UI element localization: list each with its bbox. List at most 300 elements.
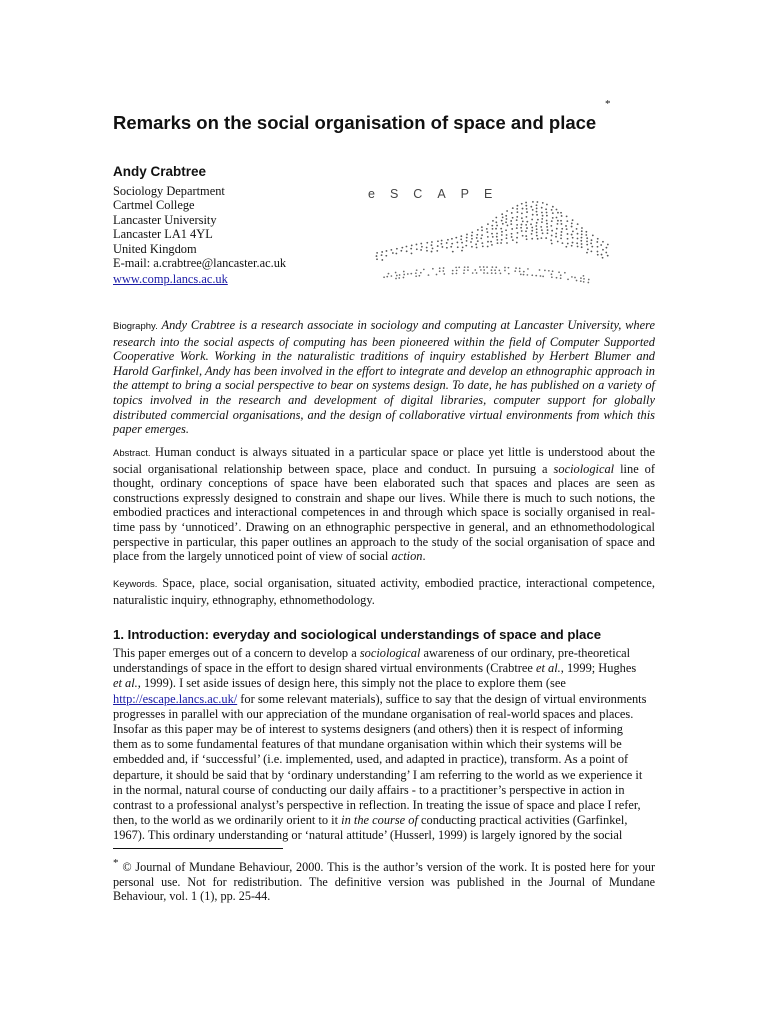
logo-dot: [522, 235, 524, 237]
logo-dot: [550, 239, 552, 241]
logo-dot: [496, 233, 498, 235]
logo-dot: [544, 270, 546, 272]
logo-dot: [558, 271, 560, 273]
logo-dot: [480, 269, 482, 271]
footnote-divider: [113, 848, 283, 849]
logo-dot: [514, 270, 516, 272]
logo-dot: [577, 246, 579, 248]
logo-dot: [476, 237, 478, 239]
logo-dot: [455, 237, 457, 239]
logo-dot: [601, 254, 603, 256]
logo-dot: [555, 236, 557, 238]
logo-dot: [545, 208, 547, 210]
logo-dot: [398, 277, 400, 279]
logo-dot: [581, 227, 583, 229]
logo-dot: [526, 211, 528, 213]
logo-dot: [540, 226, 542, 228]
logo-dot: [476, 247, 478, 249]
abstract-emphasis-action: action: [391, 549, 423, 564]
logo-dot: [436, 250, 438, 252]
logo-dot: [500, 242, 502, 244]
logo-dot: [520, 227, 522, 229]
logo-dot: [577, 223, 579, 225]
logo-dot: [426, 250, 428, 252]
logo-dot: [551, 209, 553, 211]
logo-dot: [531, 274, 533, 276]
logo-dot: [588, 279, 590, 281]
intro-line: understandings of space in the effort to design shared virtual environments (Crabtree et al., 1999; Hughes: [113, 661, 637, 676]
logo-dot: [587, 282, 589, 284]
logo-dot: [526, 208, 528, 210]
logo-dot: [537, 219, 539, 221]
logo-dot: [495, 217, 497, 219]
logo-dot: [581, 233, 583, 235]
logo-dot: [560, 277, 562, 279]
logo-dot: [496, 239, 498, 241]
logo-dot: [541, 218, 543, 220]
logo-dot: [536, 211, 538, 213]
logo-dot: [567, 278, 569, 280]
logo-dot: [523, 271, 525, 273]
logo-dot: [492, 236, 494, 238]
logo-dot: [442, 270, 444, 272]
logo-dot: [395, 253, 397, 255]
logo-dot: [386, 276, 388, 278]
logo-dot: [546, 220, 548, 222]
logo-dot: [432, 247, 434, 249]
logo-dot: [506, 218, 508, 220]
title-footnote-mark: *: [605, 98, 611, 110]
logo-dot: [591, 239, 593, 241]
logo-dot: [572, 230, 574, 232]
logo-dot: [516, 227, 518, 229]
abstract-emphasis: sociological: [553, 461, 615, 476]
intro-line: departure, it should be said that by ‘ordinary understanding’ I am referring to the world as we experience it: [113, 767, 643, 782]
logo-dot: [386, 250, 388, 252]
logo-dot: [426, 247, 428, 249]
logo-dot: [607, 255, 609, 257]
logo-dot: [441, 246, 443, 248]
logo-dot: [560, 234, 562, 236]
logo-dot: [464, 266, 466, 268]
logo-dot: [416, 244, 418, 246]
logo-dot: [476, 234, 478, 236]
logo-dot: [461, 250, 463, 252]
logo-dot: [596, 241, 598, 243]
logo-dot: [564, 272, 566, 274]
logo-dot: [597, 246, 599, 248]
logo-dot: [495, 221, 497, 223]
escape-logo-text: eSCAPE: [368, 187, 508, 201]
logo-dot: [416, 248, 418, 250]
logo-dot: [432, 268, 434, 270]
logo-dot: [487, 223, 489, 225]
paper-title: Remarks on the social organisation of space and place: [113, 112, 597, 133]
logo-dot: [602, 257, 604, 259]
logo-dot: [516, 224, 518, 226]
logo-dot: [541, 221, 543, 223]
logo-dot: [507, 225, 509, 227]
logo-dot: [388, 273, 390, 275]
abstract-text-continued: line of thought, ordinary conceptions of space have been elaborated such that spaces and places are seen as constructions expressly designed to constrain and shape our lives. While there is much to such notions, the embodied practices and interactional competences in and through which space is socially organised in real-time pass by ‘unnoticed’. Drawing on an ethnographic perspective in general, and an ethnomethodological perspective in particular, this paper outlines an approach to the study of the social organisation of space and place from the largely unnoticed point of view of social: [113, 461, 655, 564]
logo-dot: [571, 222, 573, 224]
logo-dot: [500, 228, 502, 230]
logo-dot: [472, 272, 474, 274]
logo-dot: [419, 275, 421, 277]
logo-dot: [540, 275, 542, 277]
logo-dot: [583, 278, 585, 280]
logo-dot: [531, 233, 533, 235]
logo-dot: [516, 208, 518, 210]
logo-dot: [431, 251, 433, 253]
logo-dot: [481, 226, 483, 228]
logo-dot: [428, 274, 430, 276]
logo-dot: [499, 270, 501, 272]
logo-dot: [536, 204, 538, 206]
footnote-mark: *: [113, 857, 119, 869]
logo-dot: [511, 233, 513, 235]
logo-dot: [560, 237, 562, 239]
logo-dot: [525, 224, 527, 226]
logo-dot: [539, 269, 541, 271]
intro-line: Insofar as this paper may be of interest to systems designers (and others) then it is respect of informing: [113, 722, 623, 737]
logo-dot: [483, 272, 485, 274]
logo-dot: [532, 209, 534, 211]
logo-dot: [460, 239, 462, 241]
logo-dot: [495, 228, 497, 230]
logo-dot: [511, 212, 513, 214]
logo-dot: [381, 259, 383, 261]
logo-dot: [522, 220, 524, 222]
logo-dot: [583, 275, 585, 277]
logo-dot: [407, 273, 409, 275]
logo-dot: [546, 215, 548, 217]
logo-dot: [565, 225, 567, 227]
intro-line: http://escape.lancs.ac.uk/ for some relevant materials), suffice to say that the design of virtual environments: [113, 691, 647, 706]
logo-dot: [457, 246, 459, 248]
keywords-text: Space, place, social organisation, situated activity, embodied practice, interactional competence, naturalistic inquiry, ethnography, ethnomethodology.: [113, 576, 655, 607]
logo-dot: [481, 229, 483, 231]
logo-dot: [552, 212, 554, 214]
logo-dot: [476, 272, 478, 274]
logo-dot: [581, 237, 583, 239]
logo-dot: [577, 238, 579, 240]
logo-dot: [443, 267, 445, 269]
logo-dot: [525, 235, 527, 237]
abstract-label: Abstract.: [113, 448, 151, 459]
logo-dot: [536, 232, 538, 234]
logo-dot: [571, 234, 573, 236]
logo-dot: [396, 248, 398, 250]
logo-dot: [477, 240, 479, 242]
logo-dot: [466, 234, 468, 236]
logo-dot: [552, 217, 554, 219]
logo-dot: [586, 240, 588, 242]
logo-dot: [505, 221, 507, 223]
logo-dot: [465, 245, 467, 247]
logo-dot: [535, 275, 537, 277]
logo-dot: [523, 274, 525, 276]
logo-dot: [560, 220, 562, 222]
logo-dot: [586, 244, 588, 246]
logo-dot: [392, 252, 394, 254]
section-heading: 1. Introduction: everyday and sociological understandings of space and place: [113, 627, 602, 642]
logo-dot: [501, 213, 503, 215]
logo-dot: [451, 238, 453, 240]
logo-dot: [395, 272, 397, 274]
logo-dot: [483, 266, 485, 268]
logo-dot: [491, 269, 493, 271]
logo-dot: [511, 236, 513, 238]
logo-dot: [552, 206, 554, 208]
logo-dot: [531, 219, 533, 221]
logo-dot: [487, 236, 489, 238]
logo-dot: [381, 254, 383, 256]
logo-dot: [590, 250, 592, 252]
logo-dot: [551, 235, 553, 237]
logo-dot: [452, 273, 454, 275]
logo-dot: [557, 241, 559, 243]
logo-dot: [421, 246, 423, 248]
logo-dot: [561, 231, 563, 233]
logo-dot: [471, 231, 473, 233]
logo-dot: [545, 237, 547, 239]
logo-dot: [557, 223, 559, 225]
logo-dot: [541, 207, 543, 209]
logo-dot: [403, 274, 405, 276]
intro-line: them as to some fundamental features of that mundane organisation within which their systems will be: [113, 737, 622, 752]
intro-line: embedded and, if ‘successful’ (i.e. implemented, used, and adapted in practice), transform. As a point of: [113, 752, 629, 767]
logo-dot: [446, 242, 448, 244]
logo-dot: [506, 210, 508, 212]
logo-dot: [446, 247, 448, 249]
biography-paragraph: [113, 318, 655, 437]
logo-dot: [490, 241, 492, 243]
affiliation-university: Lancaster University: [113, 212, 217, 227]
logo-dot: [482, 245, 484, 247]
escape-logo: [368, 187, 618, 287]
logo-dot: [551, 243, 553, 245]
logo-dot: [566, 220, 568, 222]
logo-dot: [466, 237, 468, 239]
logo-dot: [443, 273, 445, 275]
logo-dot: [560, 212, 562, 214]
logo-dot: [562, 242, 564, 244]
abstract-text: Human conduct is always situated in a particular space or place yet little is understood about the social organisational relationship between space, place and conduct. In pursuing a: [113, 445, 655, 476]
abstract-paragraph: [113, 445, 655, 564]
logo-dot: [487, 246, 489, 248]
abstract-end: .: [422, 549, 426, 564]
logo-dot: [526, 216, 528, 218]
logo-dot: [536, 208, 538, 210]
logo-dot: [546, 212, 548, 214]
logo-dot: [426, 242, 428, 244]
logo-dot: [390, 249, 392, 251]
logo-dot: [500, 273, 502, 275]
logo-dot: [439, 270, 441, 272]
logo-dot: [420, 243, 422, 245]
logo-dot: [491, 272, 493, 274]
logo-dot: [391, 275, 393, 277]
logo-dot: [585, 234, 587, 236]
logo-dot: [502, 223, 504, 225]
logo-dot: [396, 275, 398, 277]
logo-dot: [447, 239, 449, 241]
logo-dot: [583, 281, 585, 283]
intro-line: contrast to a professional analyst’s perspective in reflection. In treating the issue of space and place I refer,: [113, 798, 641, 813]
logo-dot: [521, 203, 523, 205]
logo-dot: [557, 220, 559, 222]
logo-dot: [536, 222, 538, 224]
logo-dot: [526, 227, 528, 229]
logo-dot: [496, 236, 498, 238]
logo-dot: [463, 272, 465, 274]
logo-dot: [431, 241, 433, 243]
logo-dot: [550, 225, 552, 227]
logo-dot: [532, 201, 534, 203]
logo-dot: [416, 269, 418, 271]
logo-dot: [607, 244, 609, 246]
logo-dot: [376, 258, 378, 260]
logo-dot: [605, 252, 607, 254]
logo-dot: [486, 228, 488, 230]
author-affiliation: [113, 184, 286, 287]
logo-dot: [492, 228, 494, 230]
logo-dot: [581, 230, 583, 232]
logo-dot: [532, 214, 534, 216]
biography-text: Andy Crabtree is a research associate in sociology and computing at Lancaster University, where research into the social aspects of computing has been pioneered within the field of Computer Supported Cooperative Work. Working in the naturalistic traditions of inquiry established by Herbert Blumer and Harold Garfinkel, Andy has been involved in the effort to integrate and develop an ethnographic approach in the attempt to bring a social perspective to bear on systems design. To date, he has published on a variety of topics involved in the research and development of digital libraries, computer support for globally distributed commercial organisations, and the design of collaborative virtual environments from which this paper emerges.: [113, 318, 655, 437]
logo-dot: [504, 270, 506, 272]
intro-line: then, to the world as we ordinarily orient to it in the course of conducting practical activities (Garfinkel,: [113, 813, 628, 828]
logo-dot: [452, 251, 454, 253]
logo-dot: [494, 269, 496, 271]
logo-dot: [431, 244, 433, 246]
logo-dot: [510, 223, 512, 225]
logo-dot: [590, 242, 592, 244]
logo-dot: [512, 217, 514, 219]
logo-dot: [519, 270, 521, 272]
logo-dot: [527, 268, 529, 270]
logo-dot: [521, 217, 523, 219]
logo-dot: [516, 216, 518, 218]
logo-dot: [552, 270, 554, 272]
logo-dot: [571, 226, 573, 228]
logo-dot: [497, 242, 499, 244]
logo-dot: [560, 274, 562, 276]
logo-dot: [415, 272, 417, 274]
footnote-text: © Journal of Mundane Behaviour, 2000. This is the author’s version of the work. It is posted here for your personal use. Not for redistribution. The definitive version was published in the Journal of Mundane Behaviour, vol. 1 (1), pp. 25-44.: [113, 860, 656, 904]
logo-dot: [451, 243, 453, 245]
logo-dot: [511, 228, 513, 230]
logo-dot: [546, 204, 548, 206]
logo-dot: [515, 267, 517, 269]
logo-dot: [471, 238, 473, 240]
logo-dot: [512, 207, 514, 209]
logo-dot: [521, 230, 523, 232]
logo-dot: [486, 266, 488, 268]
logo-dot: [576, 242, 578, 244]
logo-dot: [491, 233, 493, 235]
logo-dot: [561, 223, 563, 225]
logo-dot: [395, 278, 397, 280]
logo-dot: [385, 255, 387, 257]
logo-dot: [567, 243, 569, 245]
logo-dot: [536, 214, 538, 216]
logo-dot: [571, 276, 573, 278]
logo-dot: [506, 237, 508, 239]
website-link[interactable]: www.comp.lancs.ac.uk: [113, 272, 228, 287]
logo-dot: [456, 270, 458, 272]
logo-dot: [458, 266, 460, 268]
logo-dot: [556, 209, 558, 211]
intro-line: 1967). This ordinary understanding or ‘natural attitude’ (Husserl, 1999) is largely ignored by the social: [113, 828, 623, 843]
logo-dot: [527, 274, 529, 276]
logo-dot: [606, 247, 608, 249]
logo-dot: [470, 241, 472, 243]
logo-dot: [547, 232, 549, 234]
logo-dot: [592, 234, 594, 236]
logo-dot: [565, 246, 567, 248]
logo-dot: [501, 239, 503, 241]
logo-dot: [452, 270, 454, 272]
logo-dot: [557, 212, 559, 214]
intro-paragraph: [113, 646, 655, 844]
logo-dot: [383, 276, 385, 278]
logo-dot: [376, 252, 378, 254]
logo-dot: [466, 240, 468, 242]
logo-dot: [406, 250, 408, 252]
logo-dot: [420, 249, 422, 251]
logo-dot: [521, 212, 523, 214]
logo-dot: [516, 237, 518, 239]
biography-label: Biography.: [113, 321, 158, 332]
logo-dot: [467, 269, 469, 271]
logo-dot: [491, 244, 493, 246]
logo-dot: [487, 231, 489, 233]
logo-dot: [586, 237, 588, 239]
logo-dot: [461, 242, 463, 244]
escape-link[interactable]: http://escape.lancs.ac.uk/: [113, 691, 238, 706]
logo-dot: [480, 237, 482, 239]
logo-dot: [492, 220, 494, 222]
logo-dot: [597, 238, 599, 240]
logo-dot: [477, 229, 479, 231]
logo-dot: [572, 219, 574, 221]
logo-dot: [474, 269, 476, 271]
logo-dot: [496, 225, 498, 227]
logo-dot: [556, 277, 558, 279]
logo-dot: [566, 215, 568, 217]
logo-dot: [475, 243, 477, 245]
logo-dot: [516, 242, 518, 244]
affiliation-college: Cartmel College: [113, 198, 195, 213]
logo-dot: [516, 219, 518, 221]
logo-dot: [502, 216, 504, 218]
logo-dot: [505, 215, 507, 217]
logo-dot: [508, 267, 510, 269]
logo-dot: [551, 273, 553, 275]
logo-dot: [460, 235, 462, 237]
logo-dot: [587, 248, 589, 250]
logo-dot: [467, 266, 469, 268]
logo-dot: [542, 232, 544, 234]
logo-dot: [542, 215, 544, 217]
logo-dot: [535, 225, 537, 227]
logo-dot: [401, 247, 403, 249]
logo-dot: [399, 274, 401, 276]
logo-dot: [555, 233, 557, 235]
logo-dot: [537, 201, 539, 203]
